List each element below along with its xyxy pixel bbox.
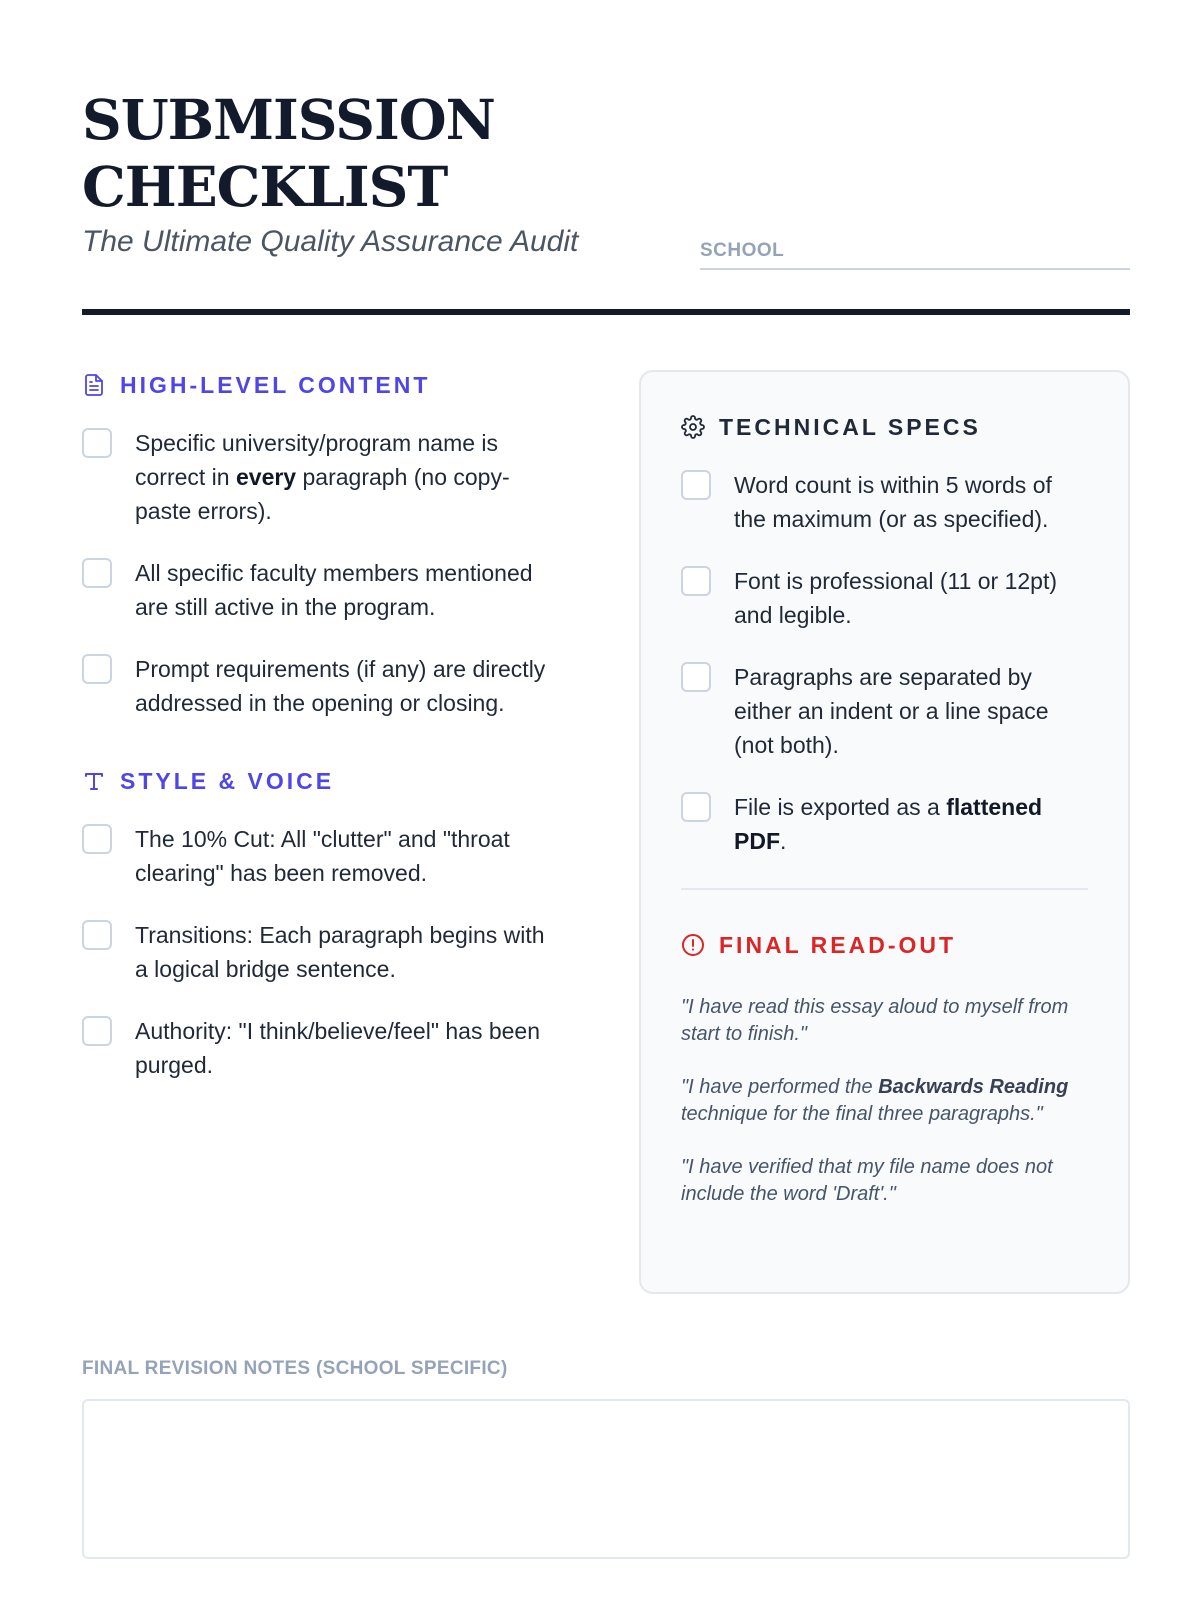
technical-panel bbox=[639, 370, 1130, 1294]
readout-quote: "I have verified that my file name does not include the word 'Draft'." bbox=[681, 1156, 1053, 1205]
item-text: The 10% Cut: All "clutter" and "throat clearing" has been removed. bbox=[135, 826, 510, 886]
title-line-1: SUBMISSION bbox=[82, 87, 495, 152]
checklist-item bbox=[82, 822, 562, 890]
checkbox[interactable] bbox=[82, 558, 112, 588]
final-readout-quotes bbox=[681, 994, 1088, 1208]
checklist-item bbox=[82, 426, 562, 528]
type-icon bbox=[82, 769, 106, 793]
document-icon bbox=[82, 373, 106, 397]
readout-quote: "I have performed the Backwards Reading technique for the final three paragraphs." bbox=[681, 1076, 1069, 1125]
section-heading-label: HIGH-LEVEL CONTENT bbox=[120, 371, 431, 398]
item-text: Transitions: Each paragraph begins with a logical bridge sentence. bbox=[135, 922, 545, 982]
checklist-item bbox=[681, 468, 1088, 536]
checklist-item bbox=[82, 918, 562, 986]
checkbox[interactable] bbox=[681, 470, 711, 500]
checkbox[interactable] bbox=[82, 920, 112, 950]
item-text: Word count is within 5 words of the maximum (or as specified). bbox=[734, 472, 1052, 532]
panel-divider bbox=[681, 888, 1088, 890]
item-text: File is exported as a flattened PDF. bbox=[734, 794, 1043, 854]
section-heading bbox=[681, 930, 1088, 960]
item-text: All specific faculty members mentioned are still active in the program. bbox=[135, 560, 533, 620]
header-divider bbox=[82, 309, 1130, 315]
checkbox[interactable] bbox=[681, 566, 711, 596]
checkbox[interactable] bbox=[82, 428, 112, 458]
item-text: Specific university/program name is correct in every paragraph (no copy-paste errors). bbox=[135, 430, 510, 524]
section-heading bbox=[82, 766, 562, 796]
checklist-item bbox=[681, 660, 1088, 762]
section-heading-label: FINAL READ-OUT bbox=[719, 931, 957, 958]
section-heading bbox=[681, 412, 1088, 442]
notes-label: FINAL REVISION NOTES (SCHOOL SPECIFIC) bbox=[82, 1358, 508, 1379]
page-subtitle: The Ultimate Quality Assurance Audit bbox=[82, 225, 579, 258]
checkbox[interactable] bbox=[681, 792, 711, 822]
item-text: Prompt requirements (if any) are directly addressed in the opening or closing. bbox=[135, 656, 546, 716]
section-heading-label: TECHNICAL SPECS bbox=[719, 413, 981, 440]
revision-notes-field[interactable] bbox=[82, 1399, 1130, 1559]
checkbox[interactable] bbox=[681, 662, 711, 692]
item-text: Paragraphs are separated by either an indent or a line space (not both). bbox=[734, 664, 1049, 758]
school-label: SCHOOL bbox=[700, 240, 785, 261]
page-title bbox=[82, 86, 495, 220]
item-text: Authority: "I think/believe/feel" has been purged. bbox=[135, 1018, 541, 1078]
checkbox[interactable] bbox=[82, 1016, 112, 1046]
checklist-item bbox=[82, 1014, 562, 1082]
section-style-voice bbox=[82, 766, 562, 1082]
checklist-item bbox=[82, 652, 562, 720]
readout-quote: "I have read this essay aloud to myself from start to finish." bbox=[681, 996, 1069, 1045]
checklist-page bbox=[82, 0, 1130, 1600]
item-text: Font is professional (11 or 12pt) and legible. bbox=[734, 568, 1058, 628]
section-heading bbox=[82, 370, 562, 400]
section-high-level-content bbox=[82, 370, 562, 720]
checklist-item bbox=[82, 556, 562, 624]
checklist-item bbox=[681, 790, 1088, 858]
gear-icon bbox=[681, 415, 705, 439]
left-column bbox=[82, 370, 562, 1110]
school-field[interactable] bbox=[700, 240, 1130, 270]
checkbox[interactable] bbox=[82, 824, 112, 854]
section-heading-label: STYLE & VOICE bbox=[120, 767, 335, 794]
checklist-item bbox=[681, 564, 1088, 632]
checkbox[interactable] bbox=[82, 654, 112, 684]
title-line-2: CHECKLIST bbox=[82, 154, 448, 219]
alert-circle-icon bbox=[681, 933, 705, 957]
